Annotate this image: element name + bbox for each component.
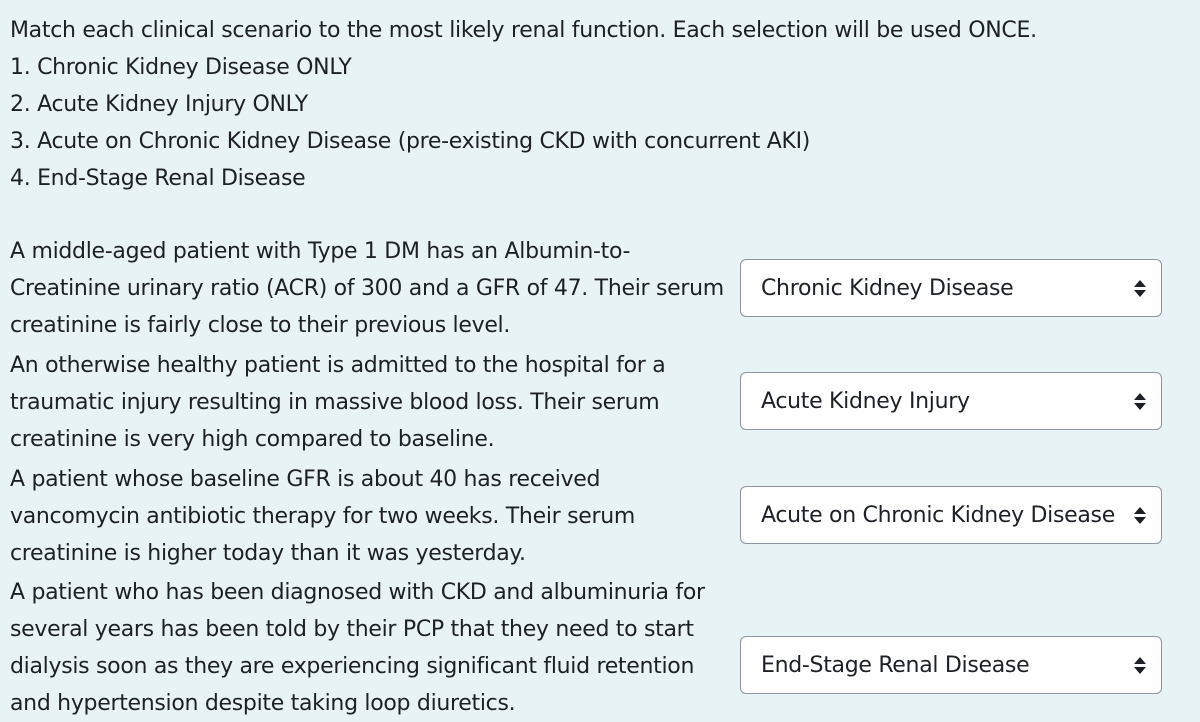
question-3-text (10, 461, 635, 572)
up-down-chevron-icon (1133, 655, 1147, 675)
question-3-select[interactable] (740, 486, 1162, 544)
question-line: A patient whose baseline GFR is about 40 has received (10, 467, 601, 492)
question-line: traumatic injury resulting in massive blood loss. Their serum (10, 390, 660, 415)
question-line: A middle-aged patient with Type 1 DM has an Albumin-to- (10, 239, 631, 264)
question-line: creatinine is very high compared to baseline. (10, 427, 495, 452)
select-value: Chronic Kidney Disease (761, 275, 1014, 301)
question-line: vancomycin antibiotic therapy for two weeks. Their serum (10, 504, 635, 529)
question-4-select[interactable] (740, 636, 1162, 694)
question-line: A patient who has been diagnosed with CKD and albuminuria for (10, 580, 705, 605)
option-3: 3. Acute on Chronic Kidney Disease (pre-existing CKD with concurrent AKI) (10, 129, 811, 154)
question-1-select[interactable] (740, 259, 1162, 317)
question-line: An otherwise healthy patient is admitted to the hospital for a (10, 353, 666, 378)
select-value: End-Stage Renal Disease (761, 652, 1030, 678)
up-down-chevron-icon (1133, 505, 1147, 525)
up-down-chevron-icon (1133, 391, 1147, 411)
question-line: Creatinine urinary ratio (ACR) of 300 and a GFR of 47. Their serum (10, 276, 724, 301)
question-2-text (10, 347, 665, 458)
question-line: dialysis soon as they are experiencing significant fluid retention (10, 654, 695, 679)
option-4: 4. End-Stage Renal Disease (10, 166, 306, 191)
instructions-prompt: Match each clinical scenario to the most likely renal function. Each selection will be used ONCE. (10, 18, 1037, 43)
question-2-select[interactable] (740, 372, 1162, 430)
question-1-text (10, 233, 724, 344)
select-value: Acute on Chronic Kidney Disease (761, 502, 1115, 528)
question-4-text (10, 574, 705, 722)
question-line: creatinine is higher today than it was yesterday. (10, 541, 526, 566)
instructions (10, 12, 1037, 197)
question-line: and hypertension despite taking loop diuretics. (10, 691, 516, 716)
question-line: several years has been told by their PCP that they need to start (10, 617, 694, 642)
up-down-chevron-icon (1133, 278, 1147, 298)
question-line: creatinine is fairly close to their previous level. (10, 313, 511, 338)
option-1: 1. Chronic Kidney Disease ONLY (10, 55, 352, 80)
select-value: Acute Kidney Injury (761, 388, 970, 414)
option-2: 2. Acute Kidney Injury ONLY (10, 92, 308, 117)
